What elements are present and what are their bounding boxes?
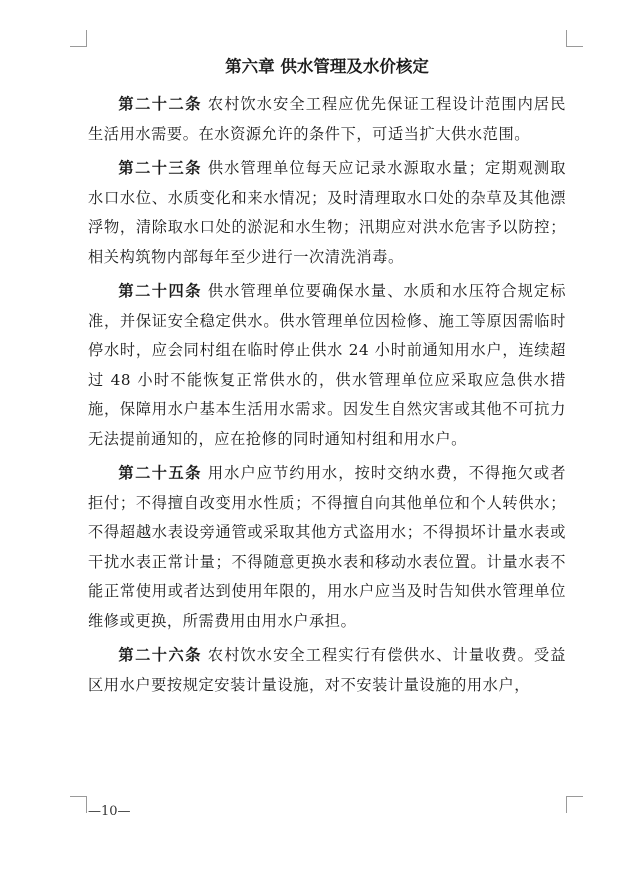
chapter-title: 第六章 供水管理及水价核定 — [225, 57, 429, 76]
crop-mark-bottom-left — [70, 796, 87, 813]
article-text: 农村饮水安全工程实行有偿供水、计量收费。受益区用水户要按规定安装计量设施，对不安装计量设施的用水户， — [88, 646, 567, 694]
article-24 — [88, 277, 566, 454]
article-23 — [88, 154, 566, 272]
article-label: 第二十五条 — [118, 464, 202, 482]
article-text: 用水户应节约用水，按时交纳水费，不得拖欠或者拒付；不得擅自改变用水性质；不得擅自向其他单位和个人转供水；不得超越水表设旁通管或采取其他方式盗用水；不得损坏计量水表或干扰水表正常计量；不得随意更换水表和移动水表位置。计量水表不能正常使用或者达到使用年限的，用水户应当及时告知供水管理单位维修或更换，所需费用由用水户承担。 — [88, 464, 567, 630]
article-label: 第二十三条 — [118, 159, 202, 177]
crop-mark-top-left — [70, 30, 87, 47]
page-content — [88, 54, 566, 705]
article-25 — [88, 459, 566, 636]
page-number: —10— — [88, 804, 131, 819]
article-label: 第二十四条 — [118, 282, 202, 300]
article-22 — [88, 90, 566, 149]
crop-mark-top-right — [566, 30, 583, 47]
article-label: 第二十六条 — [118, 646, 202, 664]
article-26 — [88, 641, 566, 700]
article-text: 供水管理单位每天应记录水源取水量；定期观测取水口水位、水质变化和来水情况；及时清理取水口处的杂草及其他漂浮物，清除取水口处的淤泥和水生物；汛期应对洪水危害予以防控；相关构筑物内部每年至少进行一次清洗消毒。 — [88, 159, 567, 266]
article-label: 第二十二条 — [118, 95, 202, 113]
article-text: 供水管理单位要确保水量、水质和水压符合规定标准，并保证安全稳定供水。供水管理单位因检修、施工等原因需临时停水时，应会同村组在临时停止供水 24 小时前通知用水户，连续超过 48 小时不能恢复正常供水的，供水管理单位应采取应急供水措施，保障用水户基本生活用水需求。因发生自然灾害或其他不可抗力无法提前通知的，应在抢修的同时通知村组和用水户。 — [88, 282, 567, 448]
article-text: 农村饮水安全工程应优先保证工程设计范围内居民生活用水需要。在水资源允许的条件下，可适当扩大供水范围。 — [88, 95, 567, 143]
crop-mark-bottom-right — [566, 796, 583, 813]
